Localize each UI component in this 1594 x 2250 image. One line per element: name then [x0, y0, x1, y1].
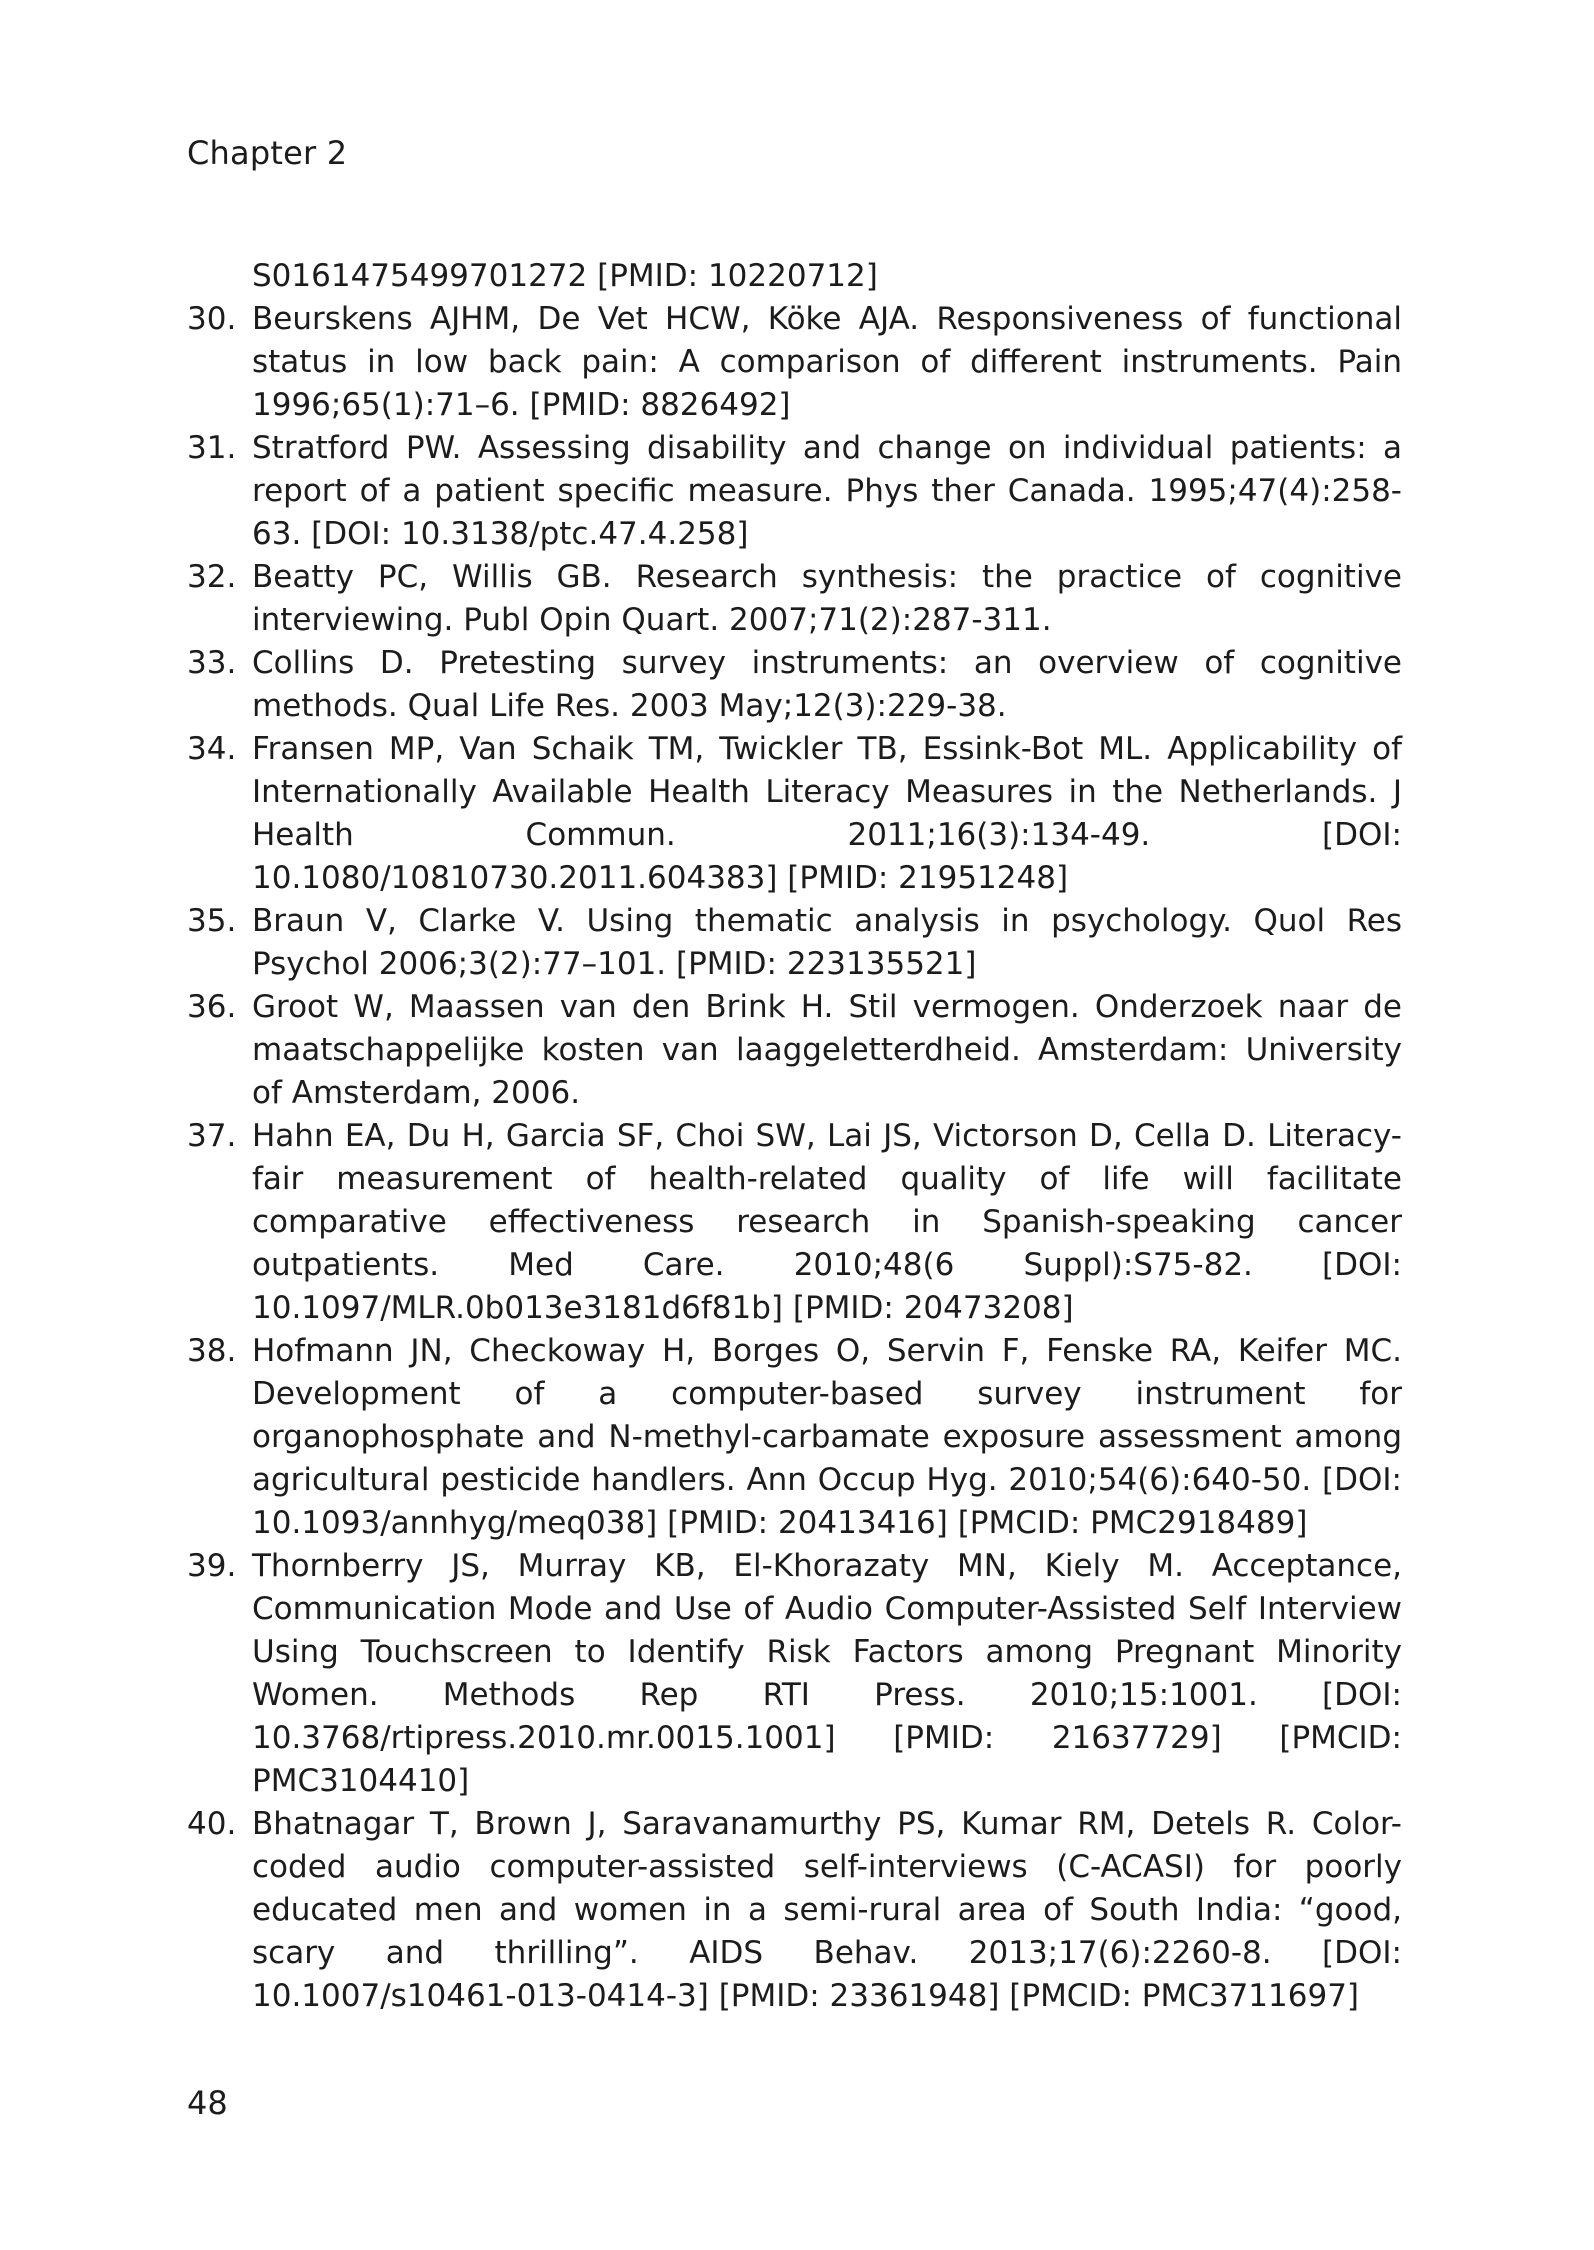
reference-text: Bhatnagar T, Brown J, Saravanamurthy PS, Kumar RM, Detels R. Color-coded audio computer-assisted self-interviews (C-ACASI) for poorly educated men and women in a semi-rural area of South India: “good, scary and thrilling”. AIDS Behav. 2013;17(6):2260-8. [DOI: 10.1007/s10461-013-0414-3] [PMID: 23361948] [PMCID: PMC3711697] [252, 1806, 1402, 2014]
reference-text: Thornberry JS, Murray KB, El-Khorazaty MN, Kiely M. Acceptance, Communication Mode and Use of Audio Computer-Assisted Self Interview Using Touchscreen to Identify Risk Factors among Pregnant Minority Women. Methods Rep RTI Press. 2010;15:1001. [DOI: 10.3768/rtipress.2010.mr.0015.1001] [PMID: 21637729] [PMCID: PMC3104410] [252, 1548, 1402, 1799]
reference-text: Fransen MP, Van Schaik TM, Twickler TB, Essink-Bot ML. Applicability of Internationally Available Health Literacy Measures in the Netherlands. J Health Commun. 2011;16(3):134-49. [DOI: 10.1080/10810730.2011.604383] [PMID: 21951248] [252, 731, 1402, 896]
reference-number: 32. [187, 559, 237, 595]
reference-item [187, 728, 1402, 900]
reference-item [187, 427, 1402, 556]
running-head: Chapter 2 [187, 134, 348, 172]
reference-text: Groot W, Maassen van den Brink H. Stil vermogen. Onderzoek naar de maatschappelijke kosten van laaggeletterdheid. Amsterdam: University of Amsterdam, 2006. [252, 989, 1402, 1111]
reference-item [187, 986, 1402, 1115]
reference-number: 31. [187, 430, 237, 466]
reference-list [187, 298, 1402, 2018]
reference-number: 35. [187, 903, 237, 939]
reference-text: Collins D. Pretesting survey instruments: an overview of cognitive methods. Qual Life Res. 2003 May;12(3):229-38. [252, 645, 1402, 724]
reference-item [187, 1545, 1402, 1803]
reference-text: Hahn EA, Du H, Garcia SF, Choi SW, Lai JS, Victorson D, Cella D. Literacy-fair measurement of health-related quality of life will facilitate comparative effectiveness research in Spanish-speaking cancer outpatients. Med Care. 2010;48(6 Suppl):S75-82. [DOI: 10.1097/MLR.0b013e3181d6f81b] [PMID: 20473208] [252, 1118, 1402, 1326]
reference-number: 34. [187, 731, 237, 767]
reference-number: 30. [187, 301, 237, 337]
reference-text: Braun V, Clarke V. Using thematic analysis in psychology. Quol Res Psychol 2006;3(2):77–101. [PMID: 223135521] [252, 903, 1402, 982]
reference-number: 40. [187, 1806, 237, 1842]
reference-text: Stratford PW. Assessing disability and change on individual patients: a report of a patient specific measure. Phys ther Canada. 1995;47(4):258-63. [DOI: 10.3138/ptc.47.4.258] [252, 430, 1402, 552]
reference-number: 37. [187, 1118, 237, 1154]
reference-number: 36. [187, 989, 237, 1025]
reference-item [187, 642, 1402, 728]
reference-text: Hofmann JN, Checkoway H, Borges O, Servin F, Fenske RA, Keifer MC. Development of a computer-based survey instrument for organophosphate and N-methyl-carbamate exposure assessment among agricultural pesticide handlers. Ann Occup Hyg. 2010;54(6):640-50. [DOI: 10.1093/annhyg/meq038] [PMID: 20413416] [PMCID: PMC2918489] [252, 1333, 1402, 1541]
reference-number: 33. [187, 645, 237, 681]
reference-item [187, 1803, 1402, 2018]
reference-item [187, 556, 1402, 642]
reference-item [187, 1330, 1402, 1545]
page-number: 48 [187, 2084, 228, 2122]
reference-text: Beatty PC, Willis GB. Research synthesis: the practice of cognitive interviewing. Publ Opin Quart. 2007;71(2):287-311. [252, 559, 1402, 638]
reference-item [187, 298, 1402, 427]
reference-item [187, 900, 1402, 986]
reference-item [187, 1115, 1402, 1330]
reference-number: 38. [187, 1333, 237, 1369]
reference-number: 39. [187, 1548, 237, 1584]
reference-text: Beurskens AJHM, De Vet HCW, Köke AJA. Responsiveness of functional status in low back pain: A comparison of different instruments. Pain 1996;65(1):71–6. [PMID: 8826492] [252, 301, 1402, 423]
reference-continuation: S0161475499701272 [PMID: 10220712] [252, 258, 878, 294]
